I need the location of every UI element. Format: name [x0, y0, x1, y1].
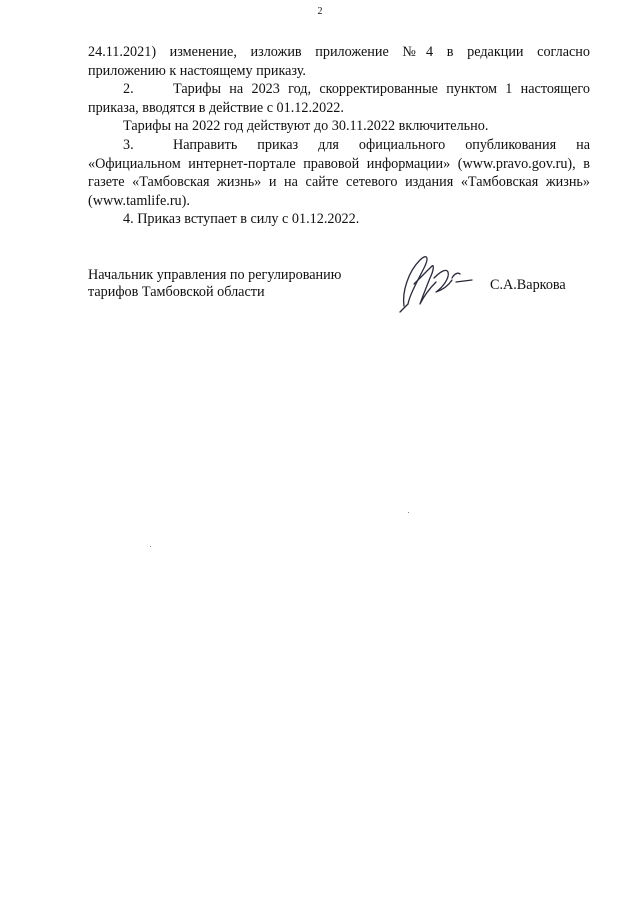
signatory-position-line-2: тарифов Тамбовской области: [88, 284, 265, 300]
signatory-position-line-1: Начальник управления по регулированию: [88, 267, 342, 283]
paragraph-1-line-2: приложению к настоящему приказу.: [88, 62, 306, 79]
paragraph-4-number: 3.: [123, 136, 134, 153]
document-body: [88, 43, 590, 229]
signatory-name: С.А.Варкова: [490, 277, 566, 293]
paragraph-1-continued: [88, 43, 590, 80]
paragraph-4: [88, 136, 590, 210]
handwritten-signature: [390, 248, 480, 316]
paragraph-4-text: Направить приказ для официального опубликования на «Официальном интернет-портале правовой информации» (www.pravo.gov.ru), в газете «Тамбовская жизнь» и на сайте сетевого издания «Тамбовская жизнь» (www.tamlife.ru).: [88, 136, 590, 209]
signatory-position: [88, 267, 341, 301]
paragraph-2-number: 2.: [123, 81, 134, 98]
paragraph-1-line-1: 24.11.2021) изменение, изложив приложение №4 в редакции согласно: [88, 44, 590, 60]
scan-speck: [150, 546, 151, 547]
page-number: 2: [317, 6, 323, 17]
paragraph-2: [88, 80, 590, 117]
paragraph-3: Тарифы на 2022 год действуют до 30.11.2022 включительно.: [123, 118, 489, 135]
scan-speck: [408, 512, 409, 513]
paragraph-5: 4. Приказ вступает в силу с 01.12.2022.: [123, 211, 360, 228]
paragraph-2-text: Тарифы на 2023 год, скорректированные пунктом 1 настоящего приказа, вводятся в действие с 01.12.2022.: [88, 81, 590, 116]
